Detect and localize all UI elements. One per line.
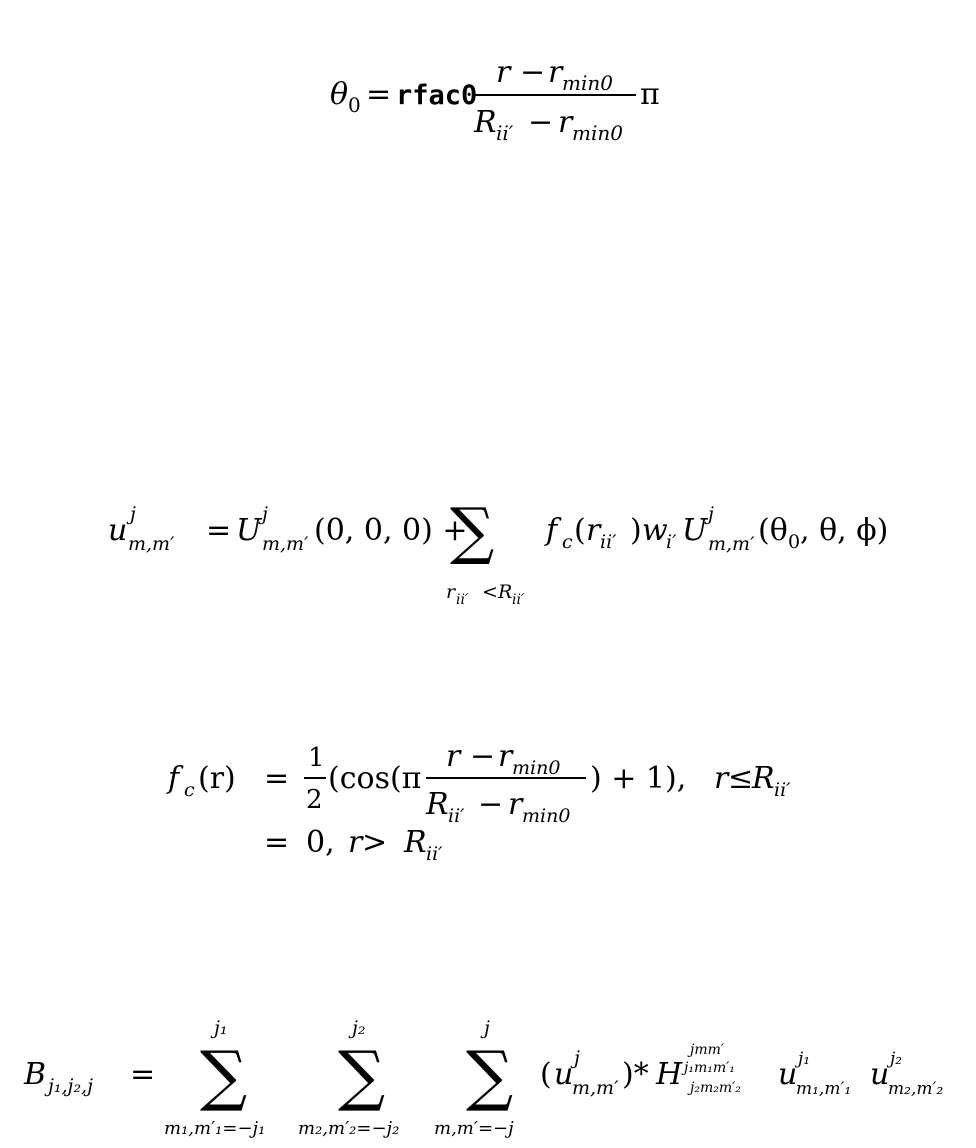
numerator-minus: − — [520, 55, 546, 90]
rfac0-parameter: rfac0 — [396, 80, 478, 111]
equation-theta0 — [0, 0, 976, 160]
paren-open: ( — [540, 1057, 552, 1092]
sum1-lower-limit: m₁,m′₁=−j₁ — [164, 1118, 266, 1139]
sum-limit-r: r — [446, 581, 456, 603]
H-index-row1: jmm′ — [690, 1042, 725, 1058]
theta-symbol: θ — [330, 77, 349, 112]
U2-arguments-rest: , θ, ϕ) — [800, 513, 889, 548]
equation-bispectrum-svg — [0, 1000, 976, 1148]
equation-u-definition — [0, 480, 976, 620]
numerator-r: r — [496, 55, 511, 90]
equation-u-definition-svg — [0, 480, 976, 620]
equation-theta0-svg — [0, 0, 976, 160]
U-subscript: m,m′ — [262, 533, 309, 555]
row2-equals: = — [264, 825, 290, 860]
sum3-sign: ∑ — [466, 1037, 514, 1114]
u1-superscript: j — [574, 1047, 580, 1069]
U2-arguments-open: (θ — [758, 513, 788, 548]
sum3-upper-limit: j — [484, 1017, 490, 1039]
fc-lhs-f: f — [168, 761, 180, 796]
cond1-less-equal: ≤ — [728, 761, 754, 796]
u2-symbol: u — [778, 1057, 798, 1092]
U2-symbol: U — [682, 513, 708, 548]
U-arguments: (0, 0, 0) + — [314, 513, 468, 548]
denominator-rmin: r — [558, 105, 573, 140]
fc-lhs-subscript: c — [184, 779, 195, 801]
equation-fc-definition — [0, 720, 976, 880]
cond2-r: r — [348, 825, 363, 860]
cond2-R-subscript: ii′ — [426, 843, 443, 865]
w-subscript: i′ — [666, 531, 677, 553]
U-symbol: U — [236, 513, 262, 548]
pi-symbol: π — [640, 77, 660, 112]
sum-limit-r-subscript: ii′ — [456, 592, 469, 608]
fc-close-paren: ) — [630, 513, 642, 548]
numerator-rmin: r — [548, 55, 563, 90]
inner-denominator-R: R — [426, 787, 449, 822]
row1-equals: = — [264, 761, 290, 796]
equals-sign: = — [366, 77, 392, 112]
sum2-upper-limit: j₂ — [352, 1017, 366, 1039]
U2-theta-subscript: 0 — [788, 531, 801, 553]
cond1-R-subscript: ii′ — [774, 779, 791, 801]
cond2-R: R — [404, 825, 427, 860]
sum2-lower-limit: m₂,m′₂=−j₂ — [298, 1118, 400, 1139]
B-symbol: B — [24, 1057, 47, 1092]
fc-arg-r-subscript: ii′ — [600, 531, 617, 553]
fc-symbol: f — [546, 513, 558, 548]
cond2-greater: > — [362, 825, 388, 860]
u2-subscript: m₁,m′₁ — [796, 1079, 852, 1099]
denominator-R: R — [474, 105, 497, 140]
inner-denominator-rmin: r — [508, 787, 523, 822]
H-index-row3: j₂m₂m′₂ — [690, 1080, 741, 1096]
u-subscript: m,m′ — [128, 533, 175, 555]
sum-limit-R-subscript: ii′ — [512, 592, 525, 608]
summation-sign: ∑ — [450, 494, 495, 567]
U-superscript: j — [262, 503, 268, 525]
inner-numerator-minus: − — [470, 739, 496, 774]
U2-superscript: j — [708, 503, 714, 525]
inner-denominator-rmin-subscript: min0 — [522, 805, 571, 827]
equation-fc-definition-svg — [0, 720, 976, 880]
inner-numerator-r: r — [446, 739, 461, 774]
sum2-sign: ∑ — [338, 1037, 386, 1114]
fc-lhs-argument: (r) — [198, 761, 236, 796]
fc-arg-r: r — [586, 513, 601, 548]
sum1-sign: ∑ — [200, 1037, 248, 1114]
w-symbol: w — [642, 513, 668, 548]
numerator-rmin-subscript: min0 — [562, 71, 613, 95]
cos-close: ) + 1), — [590, 761, 687, 796]
zero-value: 0, — [306, 825, 335, 860]
fc-subscript: c — [562, 531, 573, 553]
theta-subscript: 0 — [348, 93, 361, 117]
H-index-row2: j₁m₁m′₁ — [684, 1060, 735, 1076]
sum-limit-R: R — [498, 581, 513, 603]
u3-subscript: m₂,m′₂ — [888, 1079, 944, 1099]
u3-superscript: j₂ — [890, 1049, 903, 1069]
B-subscript: j₁,j₂,j — [48, 1075, 93, 1097]
inner-numerator-rmin-subscript: min0 — [512, 757, 561, 779]
fc-open-paren: ( — [574, 513, 586, 548]
equation-bispectrum — [0, 1000, 976, 1148]
u1-symbol: u — [554, 1057, 574, 1092]
half-numerator: 1 — [308, 743, 325, 773]
inner-denominator-R-subscript: ii′ — [448, 805, 465, 827]
denominator-minus: − — [528, 105, 554, 140]
u-superscript: j — [130, 503, 136, 525]
half-denominator: 2 — [306, 785, 323, 815]
sum-limit-less-than: < — [482, 581, 498, 603]
denominator-rmin-subscript: min0 — [572, 121, 623, 145]
cos-open: (cos(π — [328, 761, 422, 796]
inner-numerator-rmin: r — [498, 739, 513, 774]
u1-subscript: m,m′ — [572, 1077, 619, 1099]
u-symbol: u — [108, 513, 128, 548]
equals-sign: = — [206, 513, 232, 548]
sum3-lower-limit: m,m′=−j — [434, 1118, 514, 1139]
equals-sign: = — [130, 1057, 156, 1092]
u2-superscript: j₁ — [798, 1049, 811, 1069]
sum1-upper-limit: j₁ — [214, 1017, 228, 1039]
denominator-R-subscript: ii′ — [496, 121, 514, 145]
inner-denominator-minus: − — [478, 787, 504, 822]
paren-close-conjugate: )* — [622, 1057, 649, 1092]
cond1-r: r — [714, 761, 729, 796]
u3-symbol: u — [870, 1057, 890, 1092]
H-symbol: H — [656, 1057, 683, 1092]
cond1-R: R — [752, 761, 775, 796]
U2-subscript: m,m′ — [708, 533, 755, 555]
